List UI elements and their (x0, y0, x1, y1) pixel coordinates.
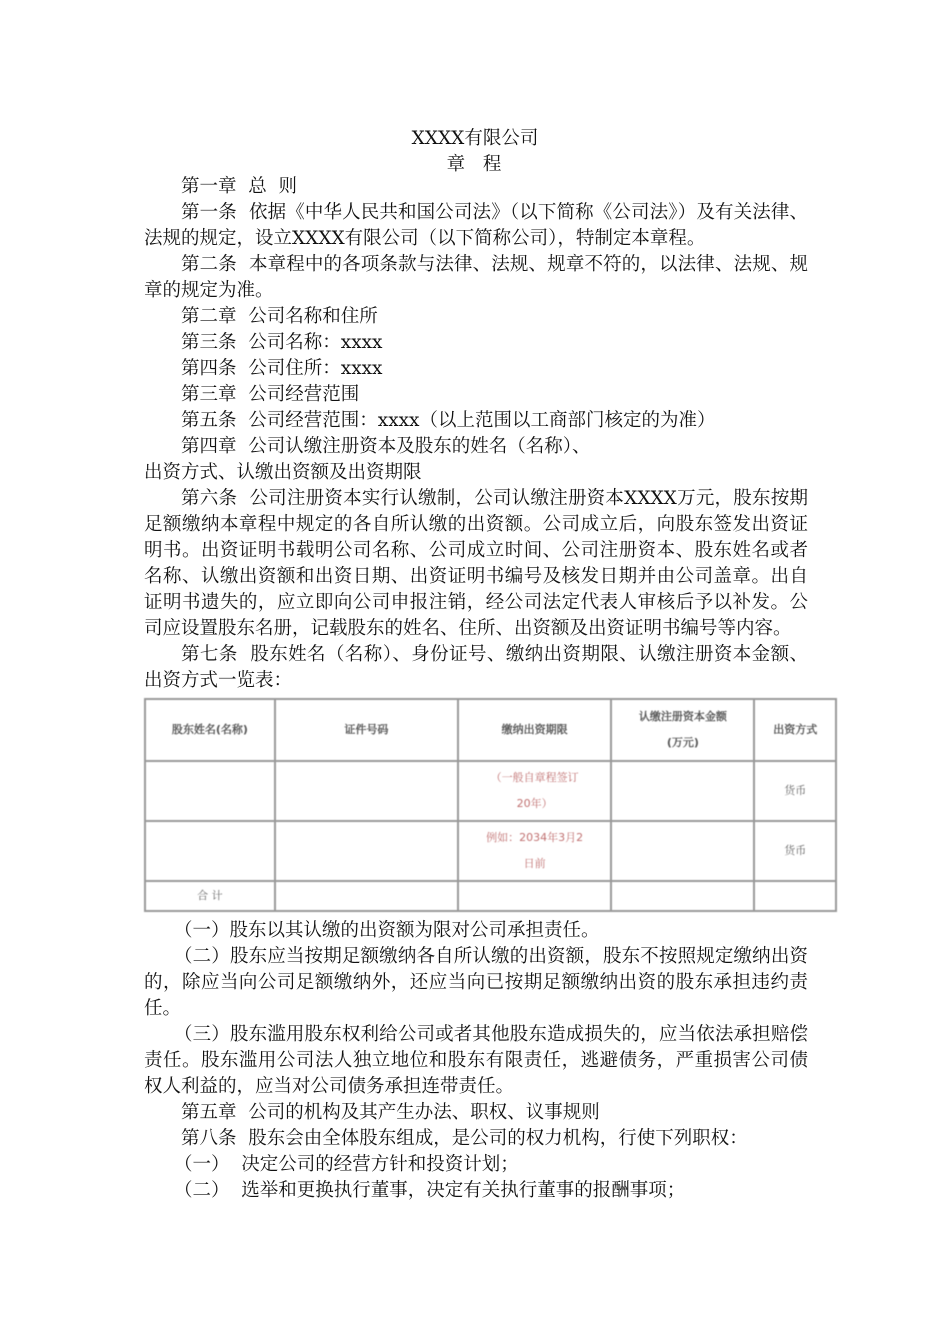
list-item: （一） 决定公司的经营方针和投资计划； (174, 1154, 519, 1175)
table-header-row (145, 699, 836, 761)
chapter-heading: 第二章 公司名称和住所 (181, 306, 378, 327)
document-body (144, 174, 818, 1204)
article-paragraph: 第七条 股东姓名（名称）、身份证号、缴纳出资期限、认缴注册资本金额、出资方式一览表： (144, 644, 808, 691)
header-cell-id: 证件号码 (275, 699, 458, 761)
header-cell-amount (611, 699, 754, 761)
liability-paragraph: （二）股东应当按期足额缴纳各自所认缴的出资额，股东不按照规定缴纳出资的，除应当向公司足额缴纳外，还应当向已按期足额缴纳出资的股东承担违约责任。 (144, 946, 808, 1019)
header-cell-name: 股东姓名(名称) (145, 699, 275, 761)
cell-method: 货币 (754, 761, 836, 821)
chapter-heading: 第四章 公司认缴注册资本及股东的姓名（名称）、 (181, 436, 591, 457)
header-cell-method: 出资方式 (754, 699, 836, 761)
table-row (145, 761, 836, 821)
chapter-heading: 第三章 公司经营范围 (181, 384, 360, 405)
cell-method: 货币 (754, 821, 836, 881)
cell-id (275, 821, 458, 881)
article-paragraph: 第八条 股东会由全体股东组成，是公司的权力机构，行使下列职权： (181, 1128, 748, 1149)
article-paragraph: 第一条 依据《中华人民共和国公司法》（以下简称《公司法》）及有关法律、法规的规定，设立XXXX有限公司（以下简称公司），特制定本章程。 (144, 202, 808, 249)
liability-paragraph: （一）股东以其认缴的出资额为限对公司承担责任。 (174, 920, 600, 941)
total-cell (458, 881, 611, 911)
cell-deadline (458, 821, 611, 881)
deadline-line1: （一般自章程签订 (490, 771, 579, 784)
cell-name (145, 761, 275, 821)
liability-paragraph: （三）股东滥用股东权利给公司或者其他股东造成损失的，应当依法承担赔偿责任。股东滥用公司法人独立地位和股东有限责任，逃避债务，严重损害公司债权人利益的，应当对公司债务承担连带责任。 (144, 1024, 808, 1097)
total-cell (611, 881, 754, 911)
document-subtitle: 章 程 (446, 154, 504, 175)
deadline-line1: 例如：2034年3月2 (486, 831, 584, 844)
total-cell (754, 881, 836, 911)
article-paragraph: 第六条 公司注册资本实行认缴制，公司认缴注册资本XXXX万元，股东按期足额缴纳本章程中规定的各自所认缴的出资额。公司成立后，向股东签发出资证明书。出资证明书载明公司名称、公司成立时间、公司注册资本、股东姓名或者名称、认缴出资额和出资日期、出资证明书编号及核发日期并由公司盖章。出自证明书遗失的，应立即向公司申报注销，经公司法定代表人审核后予以补发。公司应设置股东名册，记载股东的姓名、住所、出资额及出资证明书编号等内容。 (144, 488, 808, 639)
total-label: 合 计 (145, 881, 275, 911)
cell-name (145, 821, 275, 881)
article-paragraph: 第二条 本章程中的各项条款与法律、法规、规章不符的，以法律、法规、规章的规定为准。 (144, 254, 808, 301)
article-paragraph: 第四条 公司住所：xxxx (181, 358, 383, 379)
cell-amount (611, 821, 754, 881)
shareholder-table (144, 698, 837, 912)
cell-amount (611, 761, 754, 821)
deadline-line2: 20年） (516, 797, 553, 810)
article-paragraph: 第五条 公司经营范围：xxxx（以上范围以工商部门核定的为准） (181, 410, 716, 431)
header-amount-line1: 认缴注册资本金额 (638, 710, 727, 723)
header-amount-line2: (万元) (666, 736, 699, 749)
table-total-row (145, 881, 836, 911)
deadline-line2: 日前 (523, 857, 546, 870)
chapter-heading: 第五章 公司的机构及其产生办法、职权、议事规则 (181, 1102, 600, 1123)
header-cell-deadline: 缴纳出资期限 (458, 699, 611, 761)
cell-deadline (458, 761, 611, 821)
article-paragraph: 第三条 公司名称：xxxx (181, 332, 383, 353)
chapter-heading: 第一章 总 则 (181, 176, 298, 197)
list-item: （二） 选举和更换执行董事，决定有关执行董事的报酬事项； (174, 1180, 686, 1201)
chapter-heading-continued: 出资方式、认缴出资额及出资期限 (144, 462, 422, 483)
table-row (145, 821, 836, 881)
document-title: XXXX有限公司 (411, 128, 539, 149)
cell-id (275, 761, 458, 821)
total-cell (275, 881, 458, 911)
